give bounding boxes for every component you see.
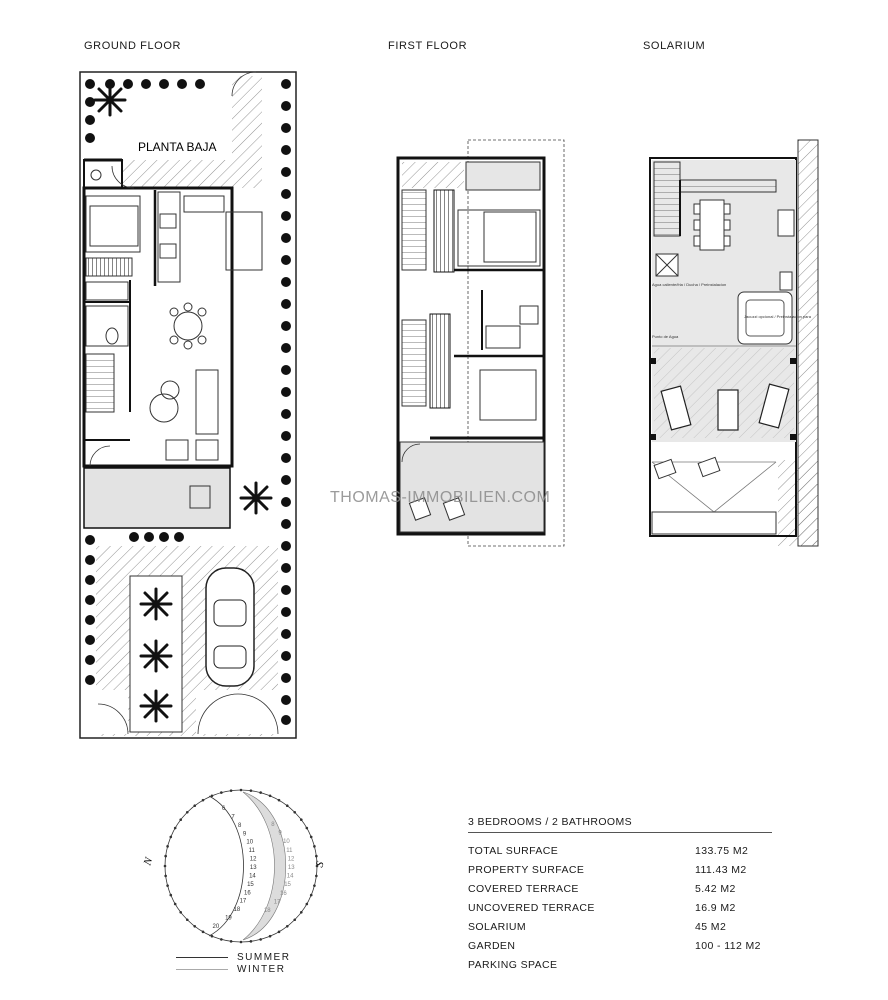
- hour-label: 19: [225, 915, 232, 922]
- south-label: S: [313, 859, 327, 870]
- specs-header: 3 BEDROOMS / 2 BATHROOMS: [468, 816, 772, 833]
- spec-row: [468, 898, 772, 917]
- sun-dot: [250, 789, 253, 792]
- sun-dot: [259, 791, 262, 794]
- sun-dot: [310, 894, 313, 897]
- sun-dot: [220, 791, 223, 794]
- hour-label: 13: [287, 865, 295, 871]
- legend-summer: SUMMER: [176, 951, 290, 963]
- sun-dot: [230, 940, 233, 943]
- planta-baja-label: PLANTA BAJA: [138, 140, 217, 154]
- spec-row: [468, 879, 772, 898]
- hour-label: 16: [280, 890, 287, 897]
- sun-dot: [315, 875, 318, 878]
- specs-table: [468, 816, 772, 974]
- hour-label: 20: [212, 924, 220, 930]
- sun-dot: [186, 918, 189, 921]
- spec-row: [468, 917, 772, 936]
- spec-value: 100 - 112 M2: [695, 939, 761, 952]
- hour-label: 10: [246, 839, 254, 846]
- spec-row: [468, 860, 772, 879]
- sun-dot: [278, 799, 281, 802]
- sun-dot: [286, 925, 289, 928]
- car-icon: [206, 568, 254, 686]
- sun-dot: [193, 925, 196, 928]
- first-floor-title: FIRST FLOOR: [388, 40, 468, 52]
- hour-label: 8: [271, 822, 275, 828]
- sun-dot: [186, 811, 189, 814]
- hour-label: 14: [286, 873, 294, 880]
- spec-row: [468, 955, 772, 974]
- hour-label: 17: [239, 898, 247, 905]
- hour-label: 15: [284, 882, 291, 889]
- hour-label: 13: [249, 865, 257, 871]
- sun-dot: [164, 875, 167, 878]
- sun-dot: [164, 865, 167, 868]
- ground-floor-title: GROUND FLOOR: [84, 40, 182, 52]
- sun-dot: [164, 855, 167, 858]
- sun-dot: [269, 935, 272, 938]
- spec-label: TOTAL SURFACE: [468, 844, 559, 857]
- sun-dot: [300, 818, 303, 821]
- sun-dot: [259, 938, 262, 941]
- spec-label: PARKING SPACE: [468, 958, 558, 971]
- spec-label: COVERED TERRACE: [468, 882, 579, 895]
- hour-label: 18: [233, 907, 241, 914]
- spec-label: PROPERTY SURFACE: [468, 863, 585, 876]
- sun-dot: [240, 789, 243, 792]
- hour-label: 8: [238, 822, 242, 829]
- sun-dot: [306, 903, 309, 906]
- spec-label: GARDEN: [468, 939, 516, 952]
- hour-label: 9: [242, 831, 247, 838]
- hour-label: 6: [222, 806, 226, 812]
- watermark: THOMAS-IMMOBILIEN.COM: [330, 489, 551, 506]
- hour-label: 9: [278, 830, 282, 837]
- sun-dot: [250, 940, 253, 943]
- sun-dot: [169, 836, 172, 839]
- sun-dot: [278, 931, 281, 934]
- hour-label: 17: [273, 899, 281, 906]
- sun-path-diagram: [141, 789, 327, 944]
- solarium-plan: [650, 140, 818, 546]
- sun-dot: [220, 938, 223, 941]
- sun-dot: [300, 911, 303, 914]
- sun-dot: [179, 911, 182, 914]
- hour-label: 16: [244, 890, 251, 897]
- sunbeds: [661, 384, 789, 430]
- hour-label: 14: [249, 873, 256, 880]
- sun-dot: [269, 794, 272, 797]
- spec-row: [468, 841, 772, 860]
- sun-dot: [293, 918, 296, 921]
- sun-dot: [166, 884, 169, 887]
- sun-dot: [179, 818, 182, 821]
- solarium-note-water: Agua caliente/fria / Ducha / Preinstalacion: [652, 282, 727, 287]
- sun-dot: [306, 827, 309, 830]
- sun-dot: [211, 935, 214, 938]
- spec-label: SOLARIUM: [468, 920, 527, 933]
- sun-dot: [293, 811, 296, 814]
- sun-dot: [286, 804, 289, 807]
- spec-label: UNCOVERED TERRACE: [468, 901, 595, 914]
- sun-dot: [310, 836, 313, 839]
- legend-winter: WINTER: [176, 963, 290, 975]
- ground-floor-plan: [80, 72, 296, 738]
- sun-dot: [230, 789, 233, 792]
- spec-value: 5.42 M2: [695, 882, 736, 895]
- sun-dot: [202, 799, 205, 802]
- solarium-note-jacuzzi: Jacuzzi opcional / Preinstalacion para: [744, 314, 811, 319]
- hour-label: 7: [231, 814, 235, 821]
- hour-label: 11: [286, 847, 293, 854]
- sun-dot: [240, 941, 243, 944]
- sun-dot: [193, 804, 196, 807]
- sun-dot: [174, 827, 177, 830]
- solarium-note-water-point: Punto de Agua: [652, 334, 679, 339]
- north-label: N: [141, 856, 156, 868]
- hour-label: 10: [283, 839, 290, 846]
- hour-label: 15: [247, 881, 254, 888]
- spec-value: 45 M2: [695, 920, 727, 933]
- sun-dot: [202, 931, 205, 934]
- sun-legend: [176, 951, 290, 975]
- sun-dot: [166, 845, 169, 848]
- sun-dot: [169, 894, 172, 897]
- solarium-title: SOLARIUM: [643, 40, 706, 52]
- hour-label: 11: [248, 848, 255, 855]
- sun-dot: [313, 845, 316, 848]
- hour-label: 12: [249, 856, 257, 863]
- spec-row: [468, 936, 772, 955]
- spec-value: 16.9 M2: [695, 901, 736, 914]
- first-floor-plan: [398, 140, 564, 546]
- sun-dot: [313, 884, 316, 887]
- hour-label: 12: [287, 856, 295, 863]
- spec-value: 133.75 M2: [695, 844, 749, 857]
- sun-dot: [211, 794, 214, 797]
- hour-label: 18: [263, 908, 271, 914]
- sun-dot: [174, 903, 177, 906]
- sun-dot: [315, 855, 318, 858]
- spec-value: 111.43 M2: [695, 863, 747, 876]
